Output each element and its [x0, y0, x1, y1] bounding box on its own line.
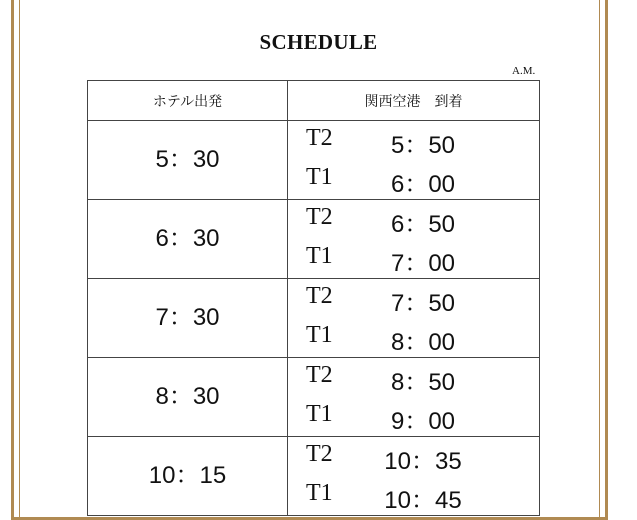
departure-time: 6：30 — [88, 200, 288, 279]
departure-time: 7：30 — [88, 279, 288, 358]
arrival-time: 6：50 — [390, 211, 456, 238]
arrival-time: 6：00 — [390, 171, 456, 198]
arrival-cell — [288, 358, 540, 437]
table-row — [88, 358, 540, 437]
arrival-time: 9：00 — [390, 408, 456, 435]
table-row — [88, 200, 540, 279]
table-row — [88, 279, 540, 358]
header-arrival: 関西空港 到着 — [288, 81, 540, 121]
arrival-time: 10：45 — [384, 487, 462, 514]
arrival-time: 8：00 — [390, 329, 456, 356]
arrival-cell — [288, 279, 540, 358]
arrival-time: 7：50 — [390, 290, 456, 317]
terminal-label: T2 — [306, 125, 333, 151]
arrival-line — [288, 358, 539, 397]
arrival-time: 8：50 — [390, 369, 456, 396]
header-departure: ホテル出発 — [88, 81, 288, 121]
page-title: SCHEDULE — [259, 30, 378, 54]
arrival-cell — [288, 200, 540, 279]
terminal-label: T1 — [306, 322, 333, 348]
terminal-label: T2 — [306, 362, 333, 388]
table-header-row — [88, 81, 540, 121]
departure-time: 8：30 — [88, 358, 288, 437]
departure-time: 5：30 — [88, 121, 288, 200]
table-row — [88, 121, 540, 200]
arrival-line — [288, 437, 539, 476]
arrival-cell — [288, 437, 540, 516]
arrival-time: 5：50 — [390, 132, 456, 159]
arrival-line — [288, 476, 539, 515]
period-label: A.M. — [512, 65, 536, 77]
arrival-line — [288, 160, 539, 199]
terminal-label: T1 — [306, 480, 333, 506]
arrival-line — [288, 239, 539, 278]
arrival-line — [288, 279, 539, 318]
arrival-line — [288, 121, 539, 160]
table-row — [88, 437, 540, 516]
arrival-time: 10：35 — [384, 448, 462, 475]
terminal-label: T2 — [306, 283, 333, 309]
arrival-line — [288, 200, 539, 239]
schedule-table — [87, 80, 540, 516]
arrival-time: 7：00 — [390, 250, 456, 277]
terminal-label: T2 — [306, 441, 333, 467]
arrival-line — [288, 397, 539, 436]
arrival-line — [288, 318, 539, 357]
terminal-label: T1 — [306, 243, 333, 269]
arrival-cell — [288, 121, 540, 200]
terminal-label: T1 — [306, 164, 333, 190]
terminal-label: T2 — [306, 204, 333, 230]
terminal-label: T1 — [306, 401, 333, 427]
departure-time: 10：15 — [88, 437, 288, 516]
